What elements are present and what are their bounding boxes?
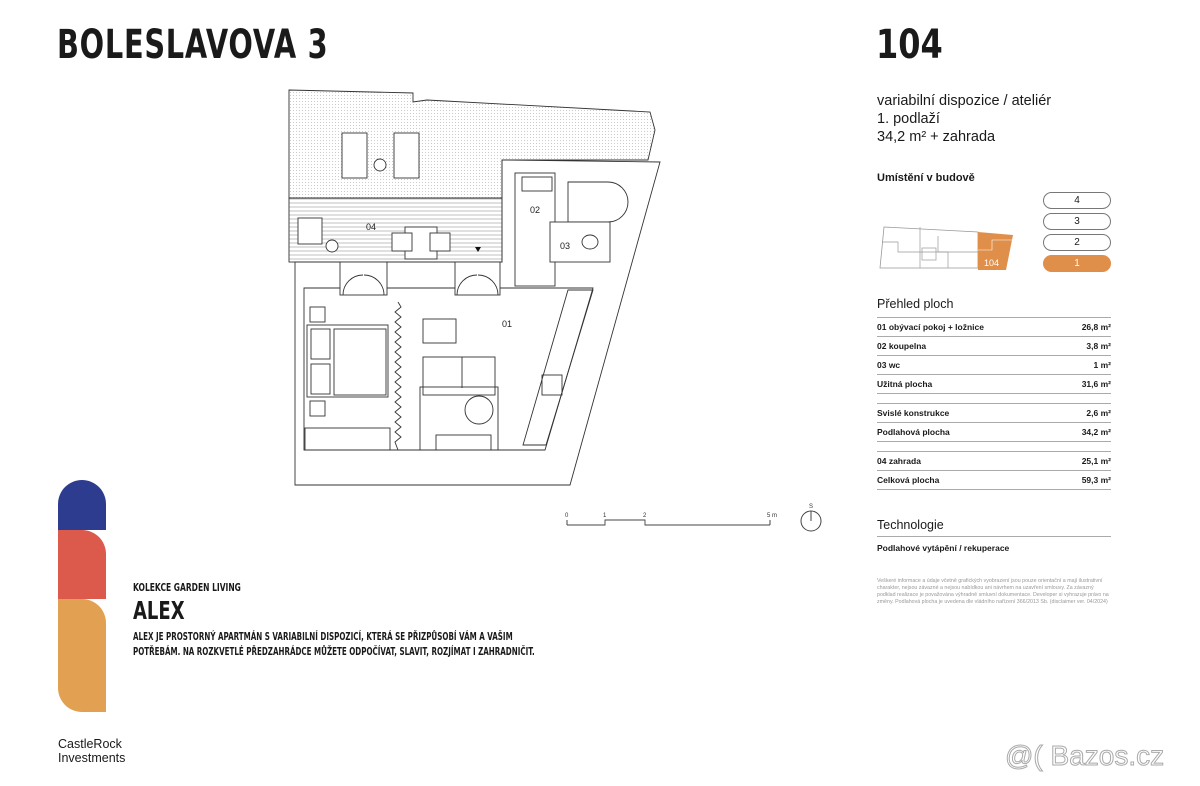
areas-table bbox=[877, 317, 1111, 490]
location-heading: Umístění v budově bbox=[877, 172, 975, 184]
building-location-map bbox=[878, 222, 1014, 272]
area-label: Svislé konstrukce bbox=[877, 408, 950, 418]
area-label: Užitná plocha bbox=[877, 379, 933, 389]
area-label: 01 obývací pokoj + ložnice bbox=[877, 322, 984, 332]
area-row bbox=[877, 375, 1111, 394]
area-value: 25,1 m² bbox=[1081, 456, 1111, 466]
technology-heading: Technologie bbox=[877, 518, 944, 532]
brand-graphic bbox=[58, 480, 106, 712]
area-row bbox=[877, 423, 1111, 442]
floor-button-4[interactable]: 4 bbox=[1043, 192, 1111, 209]
area-label: 02 koupelna bbox=[877, 341, 927, 351]
area-value: 26,8 m² bbox=[1081, 322, 1111, 332]
scale-5: 5 m bbox=[767, 513, 778, 519]
watermark: @( Bazos.cz bbox=[1005, 740, 1165, 771]
unit-tag: 104 bbox=[984, 258, 1000, 268]
area-row bbox=[877, 451, 1111, 471]
area-value: 59,3 m² bbox=[1081, 475, 1111, 485]
areas-heading: Přehled ploch bbox=[877, 297, 954, 311]
area-value: 3,8 m² bbox=[1086, 341, 1111, 351]
layout-type: variabilní dispozice / ateliér bbox=[877, 93, 1052, 109]
area-row bbox=[877, 403, 1111, 423]
room-label-02: 02 bbox=[530, 205, 541, 215]
scale-2: 2 bbox=[643, 513, 647, 519]
area-row bbox=[877, 471, 1111, 490]
area-row bbox=[877, 318, 1111, 337]
unit-summary bbox=[877, 92, 1051, 146]
floor-button-3[interactable]: 3 bbox=[1043, 213, 1111, 230]
area-label: 04 zahrada bbox=[877, 456, 921, 466]
unit-number: 104 bbox=[876, 22, 943, 68]
area-value: 31,6 m² bbox=[1081, 379, 1111, 389]
unit-area: 34,2 m² + zahrada bbox=[877, 129, 996, 145]
scale-0: 0 bbox=[565, 513, 569, 519]
brand-logo bbox=[58, 737, 125, 765]
north-label: S bbox=[809, 504, 814, 510]
area-label: Podlahová plocha bbox=[877, 427, 950, 437]
area-row bbox=[877, 337, 1111, 356]
floor-button-2[interactable]: 2 bbox=[1043, 234, 1111, 251]
room-label-01: 01 bbox=[502, 319, 513, 329]
room-03 bbox=[550, 222, 610, 262]
floor-level: 1. podlaží bbox=[877, 111, 940, 127]
project-title: BOLESLAVOVA 3 bbox=[57, 22, 329, 68]
area-value: 1 m² bbox=[1093, 360, 1111, 370]
technology-value: Podlahové vytápění / rekuperace bbox=[877, 536, 1111, 553]
floor-plan bbox=[280, 85, 670, 490]
brand-line-2: Investments bbox=[58, 751, 126, 765]
area-label: 03 wc bbox=[877, 360, 901, 370]
disclaimer: Veškeré informace a údaje včetně grafických vyobrazení jsou pouze orientační a mají ilustrativní charakter, nejsou závazné a nejsou nabídkou ani návrhem na uzavření smlouvy. Za závazný podklad realizace je považována výhradně smluvní dokumentace. Developer si vyhrazuje právo na změny. Podlahová plocha je uvedena dle vládního nařízení 366/2013 Sb. (disclaimer ver. 04/2024) bbox=[877, 578, 1109, 605]
area-value: 34,2 m² bbox=[1081, 427, 1111, 437]
brand-line-1: CastleRock bbox=[58, 737, 122, 751]
area-row bbox=[877, 356, 1111, 375]
area-value: 2,6 m² bbox=[1086, 408, 1111, 418]
room-label-03: 03 bbox=[560, 241, 571, 251]
area-label: Celková plocha bbox=[877, 475, 940, 485]
room-02 bbox=[515, 173, 555, 286]
scale-1: 1 bbox=[603, 513, 607, 519]
collection-name: ALEX bbox=[133, 596, 185, 625]
collection-description: ALEX JE PROSTORNÝ APARTMÁN S VARIABILNÍ DISPOZICÍ, KTERÁ SE PŘIZPŮSOBÍ VÁM A VAŠIM POTŘEBÁM. NA ROZKVETLÉ PŘEDZAHRÁDCE MŮŽETE ODPOČÍVAT, SLAVIT, ROZJÍMAT I ZAHRADNIČIT. bbox=[133, 631, 535, 658]
shower bbox=[568, 182, 628, 222]
collection-label: KOLEKCE GARDEN LIVING bbox=[133, 582, 241, 594]
floor-button-1[interactable]: 1 bbox=[1043, 255, 1111, 272]
room-01 bbox=[304, 288, 593, 450]
room-label-04: 04 bbox=[366, 222, 377, 232]
scale-bar bbox=[560, 498, 830, 538]
